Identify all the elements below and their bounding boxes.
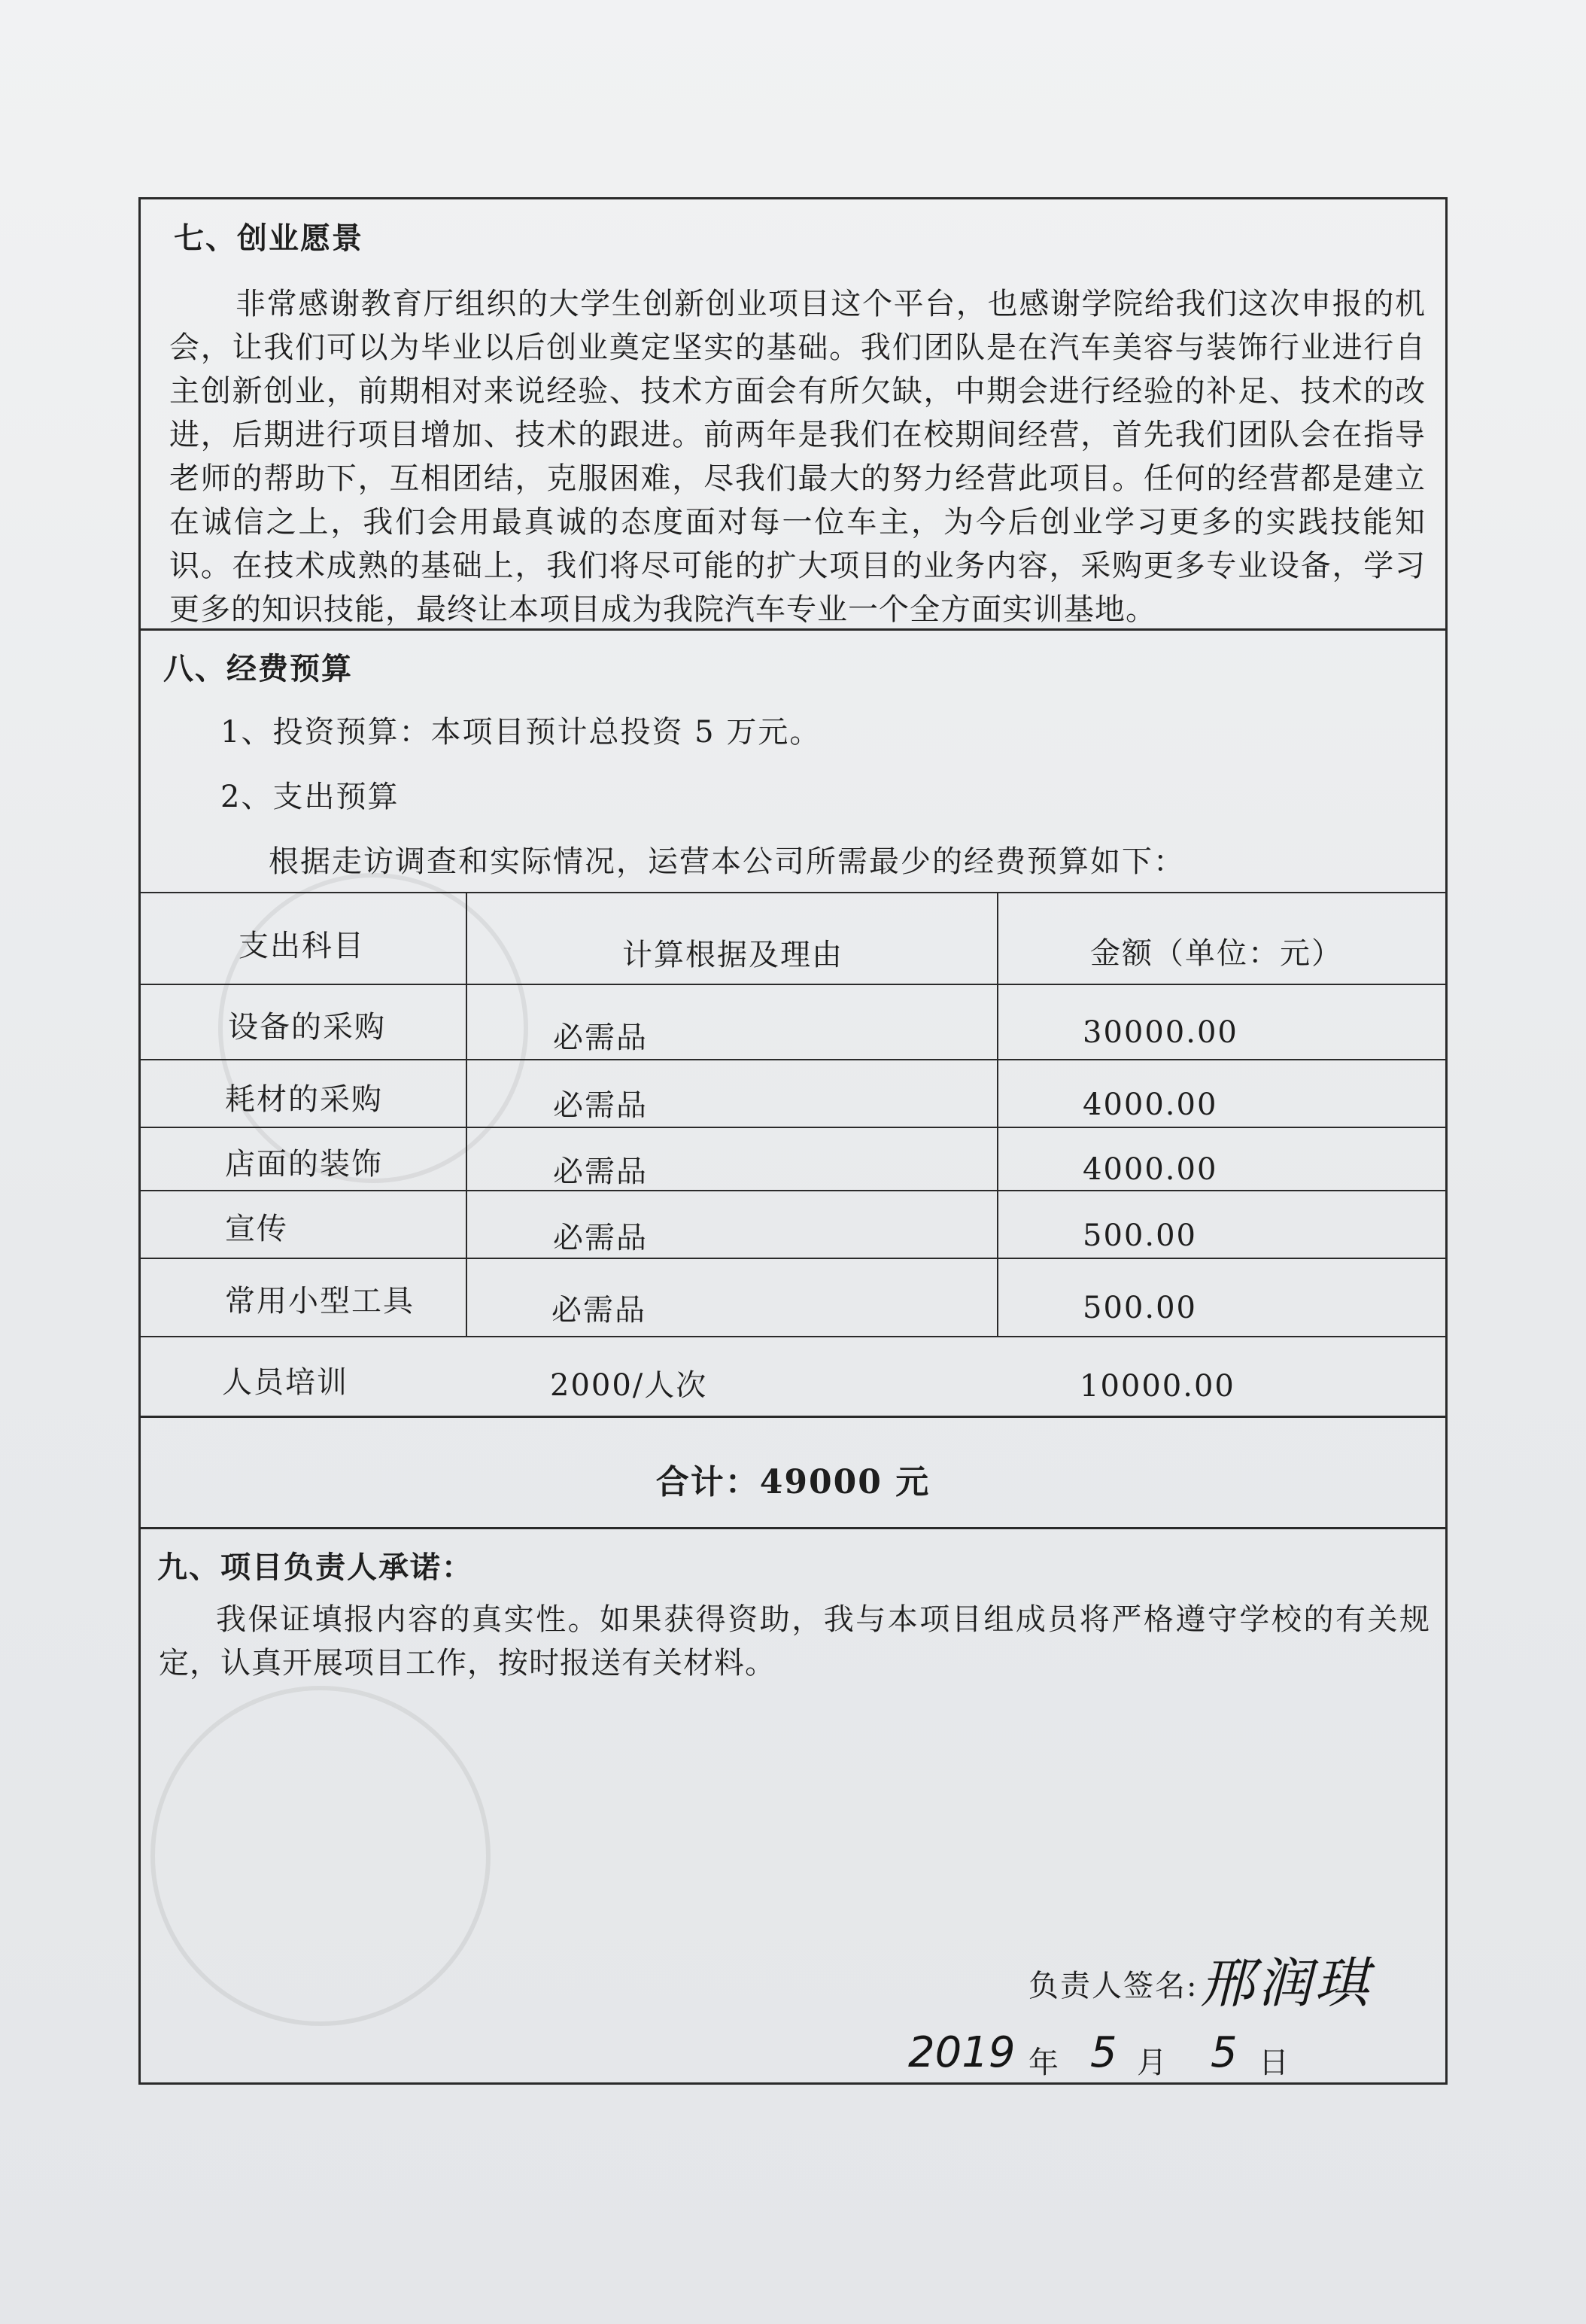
table-row-item: 人员培训 xyxy=(222,1365,348,1400)
table-header-item: 支出科目 xyxy=(239,929,365,963)
table-row-amount: 30000.00 xyxy=(1083,1015,1238,1050)
date-year: 2019 xyxy=(908,2028,1016,2077)
table-row-reason: 必需品 xyxy=(553,1221,648,1255)
section7-body: 非常感谢教育厅组织的大学生创新创业项目这个平台，也感谢学院给我们这次申报的机会，让我们可以为毕业以后创业奠定坚实的基础。我们团队是在汽车美容与装饰行业进行自主创新创业，前期相对来说经验、技术方面会有所欠缺，中期会进行经验的补足、技术的改进，后期进行项目增加、技术的跟进。前两年是我们在校期间经营，首先我们团队会在指导老师的帮助下，互相团结，克服困难，尽我们最大的努力经营此项目。任何的经营都是建立在诚信之上，我们会用最真诚的态度面对每一位车主，为今后创业学习更多的实践技能知识。在技术成熟的基础上，我们将尽可能的扩大项目的业务内容，采购更多专业设备，学习更多的知识技能，最终让本项目成为我院汽车专业一个全方面实训基地。 xyxy=(169,287,1426,627)
budget-item-expense: 2、支出预算 xyxy=(220,780,400,814)
section9-body: 我保证填报内容的真实性。如果获得资助，我与本项目组成员将严格遵守学校的有关规定，认真开展项目工作，按时报送有关材料。 xyxy=(159,1602,1430,1681)
table-row-amount: 4000.00 xyxy=(1083,1087,1218,1122)
table-row-item: 店面的装饰 xyxy=(225,1147,383,1182)
table-row-item: 常用小型工具 xyxy=(225,1284,415,1319)
table-bottom-line xyxy=(141,1416,1445,1418)
date-month-label: 月 xyxy=(1137,2046,1168,2080)
table-row-amount: 500.00 xyxy=(1083,1218,1197,1253)
table-header-amount: 金额（单位：元） xyxy=(1090,936,1343,971)
signature-label: 负责人签名: xyxy=(1028,1969,1199,2003)
divider-8-9 xyxy=(141,1527,1445,1529)
date-day-label: 日 xyxy=(1259,2046,1290,2080)
handwritten-signature: 邢润琪 xyxy=(1200,1951,1372,2015)
table-row-reason: 必需品 xyxy=(551,1293,646,1328)
table-row-reason: 必需品 xyxy=(553,1154,648,1189)
table-row-amount: 4000.00 xyxy=(1083,1152,1218,1187)
table-header-reason: 计算根据及理由 xyxy=(622,938,843,972)
date-month: 5 xyxy=(1090,2028,1117,2077)
budget-total: 合计：49000 元 xyxy=(655,1463,931,1501)
date-day: 5 xyxy=(1211,2028,1238,2077)
form-frame xyxy=(138,197,1448,2085)
table-row-reason: 2000/人次 xyxy=(550,1368,708,1403)
divider-7-8 xyxy=(141,628,1445,631)
table-row-reason: 必需品 xyxy=(553,1088,648,1123)
table-row-item: 设备的采购 xyxy=(228,1010,386,1045)
budget-table xyxy=(141,892,1445,1411)
section9-title: 九、项目负责人承诺： xyxy=(157,1550,473,1585)
budget-intro: 根据走访调查和实际情况，运营本公司所需最少的经费预算如下： xyxy=(269,844,1185,879)
table-row-item: 宣传 xyxy=(225,1212,288,1246)
section7-title: 七、创业愿景 xyxy=(174,221,363,256)
table-row-item: 耗材的采购 xyxy=(225,1082,383,1117)
table-row-amount: 500.00 xyxy=(1083,1291,1197,1325)
table-row-amount: 10000.00 xyxy=(1080,1369,1235,1404)
date-year-label: 年 xyxy=(1028,2046,1060,2080)
table-row-reason: 必需品 xyxy=(553,1021,648,1055)
budget-item-investment: 1、投资预算：本项目预计总投资 5 万元。 xyxy=(220,715,822,750)
section8-title: 八、经费预算 xyxy=(163,651,353,686)
